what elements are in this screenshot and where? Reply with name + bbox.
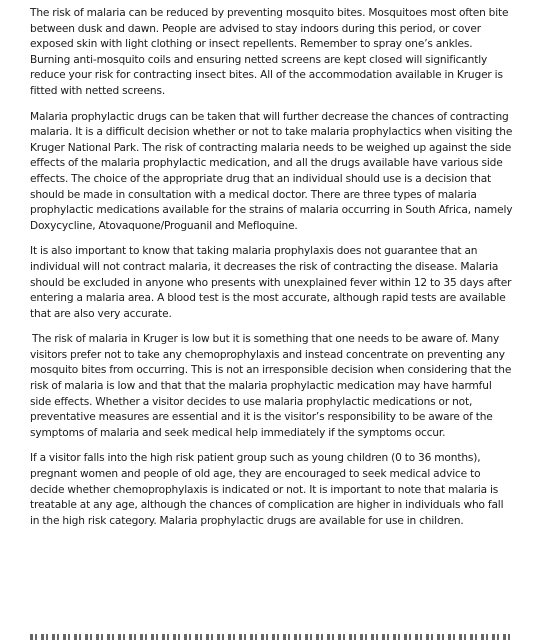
paragraph-high-risk-group: If a visitor falls into the high risk patient group such as young children (0 to 36 months), pregnant women and people of old age, they are encouraged to seek medical advice to decide whether chemoprophylaxis is indicated or not. It is important to note that malaria is treatable at any age, although the chances of complication are higher in individuals who fall in the high risk category. Malaria prophylactic drugs are available for use in children. — [30, 452, 504, 527]
paragraph-prophylactic-drugs: Malaria prophylactic drugs can be taken that will further decrease the chances of contracting malaria. It is a difficult decision whether or not to take malaria prophylactics when visiting the Kruger National Park. The risk of contracting malaria needs to be weighed up against the side effects of the malaria prophylactic medication, and all the drugs available have various side effects. The choice of the appropriate drug that an individual should use is a decision that should be made in consultation with a medical doctor. There are three types of malaria prophylactic medications available for the strains of malaria occurring in South Africa, namely Doxycycline, Atovaquone/Proguanil and Mefloquine. — [30, 110, 513, 232]
paragraph-risk-in-kruger: The risk of malaria in Kruger is low but it is something that one needs to be aware of. Many visitors prefer not to take any chemoprophylaxis and instead concentrate on preventing any mosquito bites from occurring. This is not an irresponsible decision when considering that the risk of malaria is low and that that the malaria prophylactic medication may have harmful side effects. Whether a visitor decides to use malaria prophylactic medications or not, preventative measures are essential and it is the visitor’s responsibility to be aware of the symptoms of malaria and seek medical help immediately if the symptoms occur. — [30, 333, 512, 439]
cut-off-text-line — [30, 630, 513, 640]
paragraph-mosquito-bites: The risk of malaria can be reduced by preventing mosquito bites. Mosquitoes most often bite between dusk and dawn. People are advised to stay indoors during this period, or cover exposed skin with light clothing or insect repellents. Remember to spray one’s ankles. Burning anti-mosquito coils and ensuring netted screens are kept closed will significantly reduce your risk for contracting insect bites. All of the accommodation available in Kruger is fitted with netted screens. — [30, 7, 509, 97]
cut-off-text-fragment — [30, 634, 513, 640]
paragraph-prophylaxis-guarantee: It is also important to know that taking malaria prophylaxis does not guarantee that an individual will not contract malaria, it decreases the risk of contracting the disease. Malaria should be excluded in anyone who presents with unexplained fever within 12 to 35 days after entering a malaria area. A blood test is the most accurate, although rapid tests are available that are also very accurate. — [30, 245, 512, 320]
document-body — [30, 6, 513, 539]
